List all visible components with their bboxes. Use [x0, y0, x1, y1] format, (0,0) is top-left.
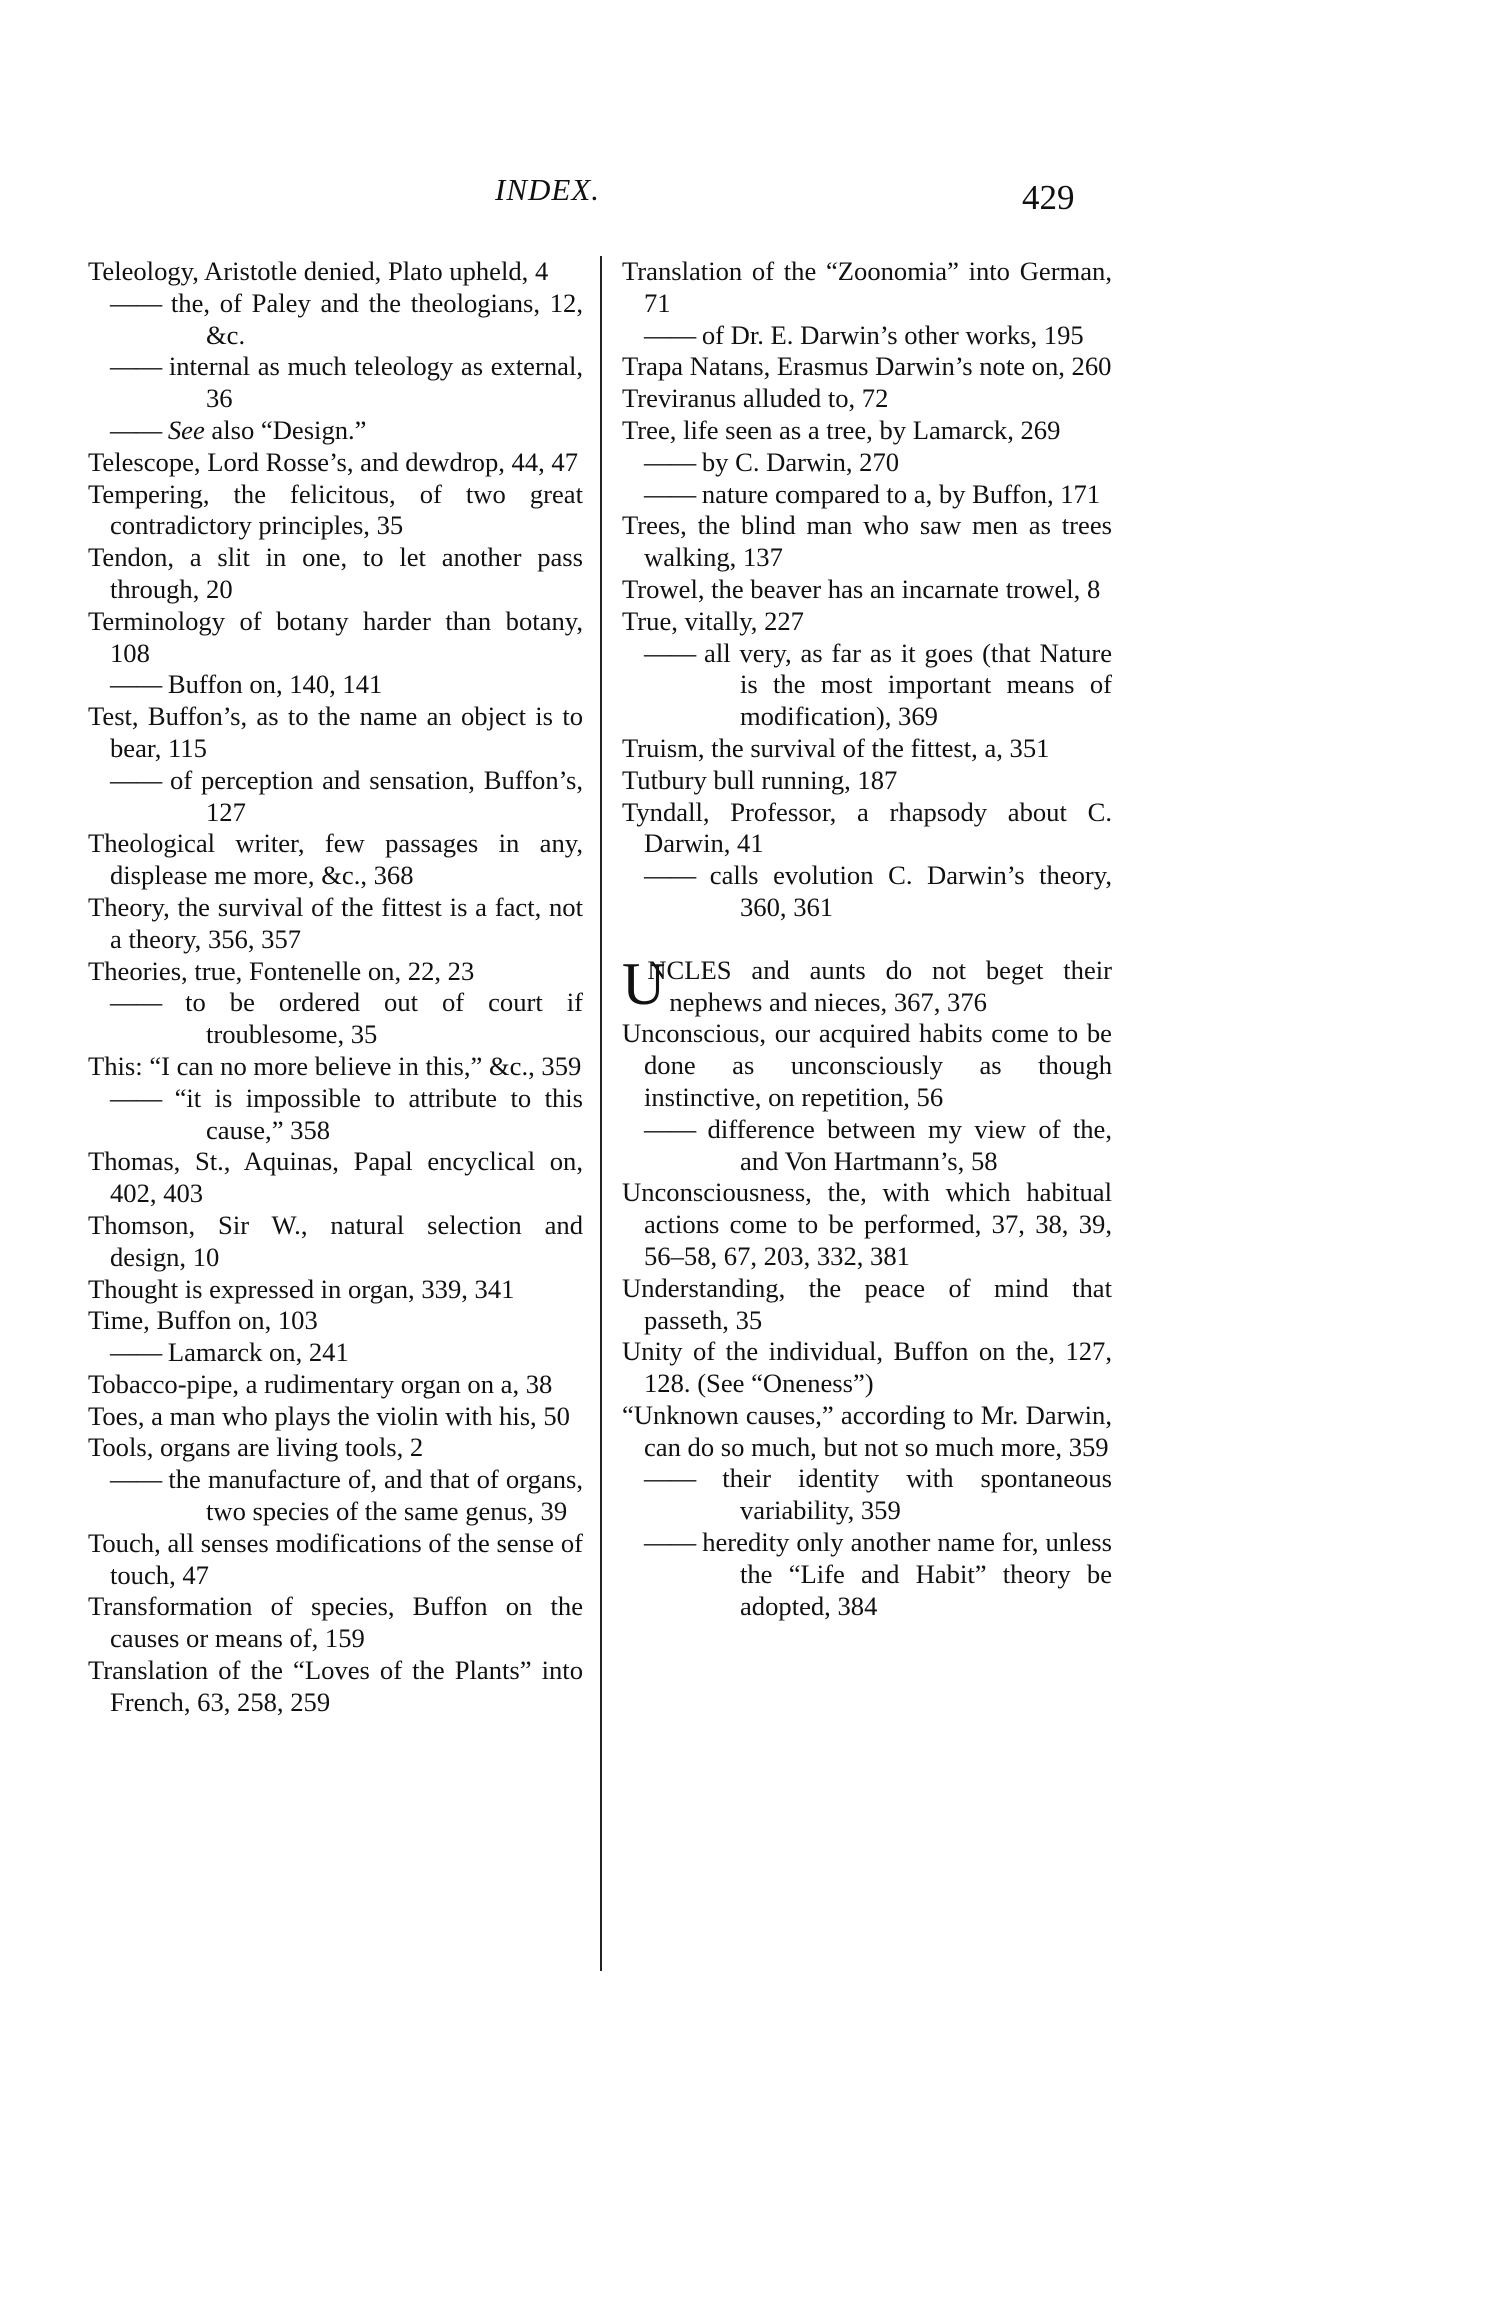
index-subentry [88, 669, 583, 701]
ditto-dash: —— [110, 1464, 162, 1495]
entry-text: Theories, true, Fontenelle on, 22, 23 [88, 955, 475, 986]
index-entry [88, 256, 583, 288]
entry-text: Trowel, the beaver has an incarnate trowel, 8 [622, 573, 1101, 604]
entry-text: Unconsciousness, the, with which habitual actions come to be performed, 37, 38, 39, 56–58, 67, 203, 332, 381 [622, 1177, 1112, 1271]
index-entry [622, 1177, 1112, 1272]
index-subentry [88, 987, 583, 1051]
index-entry [88, 542, 583, 606]
ditto-dash: —— [110, 287, 162, 318]
running-title: INDEX. [495, 172, 601, 207]
index-entry [88, 828, 583, 892]
index-entry [88, 1210, 583, 1274]
index-subentry [622, 860, 1112, 924]
index-entry [88, 1591, 583, 1655]
entry-text: Tree, life seen as a tree, by Lamarck, 269 [622, 414, 1061, 445]
running-head [0, 172, 1494, 217]
entry-text: Treviranus alluded to, 72 [622, 383, 889, 414]
entry-text: “Unknown causes,” according to Mr. Darwin, can do so much, but not so much more, 359 [622, 1399, 1112, 1462]
index-entry [622, 733, 1112, 765]
entry-text: Theory, the survival of the fittest is a fact, not a theory, 356, 357 [88, 891, 583, 954]
index-entry [88, 1146, 583, 1210]
index-entry [622, 574, 1112, 606]
index-subentry [88, 1337, 583, 1369]
index-entry [88, 606, 583, 670]
entry-text: heredity only another name for, unless the “Life and Habit” theory be adopted, 384 [702, 1527, 1112, 1621]
index-entry [88, 892, 583, 956]
entry-text: Lamarck on, 241 [167, 1337, 349, 1368]
index-entry [88, 447, 583, 479]
entry-text: the manufacture of, and that of organs, two species of the same genus, 39 [168, 1464, 583, 1527]
entry-text: internal as much teleology as external, 36 [168, 351, 583, 414]
entry-text: Tempering, the felicitous, of two great contradictory principles, 35 [88, 478, 583, 541]
entry-text: Tendon, a slit in one, to let another pass through, 20 [88, 542, 583, 604]
letter-section-break [622, 924, 1112, 955]
ditto-dash: —— [110, 987, 162, 1018]
index-entry [622, 1336, 1112, 1400]
entry-text: Trees, the blind man who saw men as trees walking, 137 [622, 510, 1112, 573]
index-entry [622, 1018, 1112, 1113]
index-entry [88, 1051, 583, 1083]
ditto-dash: —— [644, 446, 696, 477]
entry-text: NCLES and aunts do not beget their nephews and nieces, 367, 376 [647, 954, 1112, 1017]
ditto-dash: —— [110, 1082, 162, 1113]
index-subentry [88, 765, 583, 829]
entry-text: Tobacco-pipe, a rudimentary organ on a, 38 [88, 1368, 553, 1399]
index-entry [622, 510, 1112, 574]
ditto-dash: —— [644, 1463, 696, 1494]
ditto-dash: —— [110, 1337, 162, 1368]
entry-text: also “Design.” [211, 414, 367, 445]
entry-text: True, vitally, 227 [622, 605, 804, 636]
index-column-right [622, 256, 1112, 1622]
entry-text: by C. Darwin, 270 [701, 446, 900, 477]
entry-text: This: “I can no more believe in this,” &c., 359 [88, 1050, 582, 1081]
entry-text: their identity with spontaneous variability, 359 [722, 1463, 1112, 1526]
ditto-dash: —— [644, 860, 696, 891]
index-subentry [88, 351, 583, 415]
entry-text: Test, Buffon’s, as to the name an object is to bear, 115 [88, 701, 583, 763]
entry-text: Teleology, Aristotle denied, Plato upheld, 4 [88, 256, 549, 286]
column-divider [600, 256, 602, 1971]
entry-text: Translation of the “Loves of the Plants” into French, 63, 258, 259 [88, 1655, 583, 1717]
index-entry [88, 956, 583, 988]
entry-text: Tyndall, Professor, a rhapsody about C. Darwin, 41 [622, 796, 1112, 859]
entry-text: Thomson, Sir W., natural selection and design, 10 [88, 1209, 583, 1272]
entry-text: Thomas, St., Aquinas, Papal encyclical on, 402, 403 [88, 1146, 583, 1209]
entry-text: Theological writer, few passages in any, displease me more, &c., 368 [88, 828, 583, 891]
page-number: 429 [1022, 178, 1075, 217]
entry-text: Truism, the survival of the fittest, a, 351 [622, 732, 1050, 763]
ditto-dash: —— [110, 669, 162, 700]
entry-text: Terminology of botany harder than botany, 108 [88, 605, 583, 668]
entry-text: difference between my view of the, and Von Hartmann’s, 58 [707, 1113, 1112, 1176]
index-subentry [622, 1463, 1112, 1527]
entry-text: Trapa Natans, Erasmus Darwin’s note on, 260 [622, 351, 1112, 382]
ditto-dash: —— [110, 764, 162, 795]
entry-text: Tools, organs are living tools, 2 [88, 1432, 424, 1463]
entry-text: Translation of the “Zoonomia” into German, 71 [622, 256, 1112, 318]
ditto-dash: —— [110, 351, 162, 382]
index-subentry [622, 447, 1112, 479]
index-subentry [88, 288, 583, 352]
index-subentry [88, 415, 583, 447]
ditto-dash: —— [644, 1113, 696, 1144]
index-entry [622, 383, 1112, 415]
index-entry [88, 479, 583, 543]
entry-text: Telescope, Lord Rosse’s, and dewdrop, 44, 47 [88, 446, 579, 477]
index-entry [622, 1400, 1112, 1464]
ditto-dash: —— [110, 414, 162, 445]
ditto-dash: —— [644, 478, 696, 509]
index-subentry [88, 1464, 583, 1528]
index-subentry [622, 638, 1112, 733]
cross-reference-see: See [167, 414, 205, 445]
index-entry [622, 1273, 1112, 1337]
index-entry [88, 1432, 583, 1464]
drop-cap-initial: U [622, 950, 666, 1017]
index-entry [88, 1401, 583, 1433]
entry-text: calls evolution C. Darwin’s theory, 360, 361 [709, 860, 1112, 922]
index-entry [88, 701, 583, 765]
entry-text: nature compared to a, by Buffon, 171 [701, 478, 1101, 509]
index-entry [88, 1305, 583, 1337]
entry-text: Time, Buffon on, 103 [88, 1305, 318, 1336]
entry-text: of perception and sensation, Buffon’s, 127 [170, 764, 583, 827]
index-entry [622, 765, 1112, 797]
entry-text: Thought is expressed in organ, 339, 341 [88, 1273, 515, 1304]
index-entry [622, 351, 1112, 383]
ditto-dash: —— [644, 1527, 696, 1558]
index-subentry [622, 320, 1112, 352]
index-column-left [88, 256, 583, 1719]
index-subentry [88, 1083, 583, 1147]
index-subentry [622, 1114, 1112, 1178]
index-entry [88, 1274, 583, 1306]
entry-text: Tutbury bull running, 187 [622, 764, 898, 795]
entry-text: Understanding, the peace of mind that passeth, 35 [622, 1272, 1112, 1335]
index-entry [88, 1369, 583, 1401]
index-entry [88, 1528, 583, 1592]
entry-text: Touch, all senses modifications of the sense of touch, 47 [88, 1527, 583, 1590]
index-entry [622, 415, 1112, 447]
ditto-dash: —— [644, 637, 696, 668]
entry-text: all very, as far as it goes (that Nature is the most important means of modification), 369 [704, 637, 1113, 732]
entry-text: Transformation of species, Buffon on the causes or means of, 159 [88, 1591, 583, 1654]
entry-text: Toes, a man who plays the violin with his, 50 [88, 1400, 570, 1431]
entry-text: Unity of the individual, Buffon on the, 127, 128. (See “Oneness”) [622, 1336, 1112, 1399]
entry-text: Unconscious, our acquired habits come to be done as unconsciously as though instinctive, on repetition, 56 [622, 1018, 1112, 1112]
index-subentry [622, 1527, 1112, 1622]
entry-text: Buffon on, 140, 141 [167, 669, 383, 700]
entry-text: “it is impossible to attribute to this cause,” 358 [174, 1082, 583, 1145]
index-entry [622, 950, 1112, 1019]
index-entry [622, 256, 1112, 320]
index-entry [622, 606, 1112, 638]
entry-text: to be ordered out of court if troublesome, 35 [185, 987, 583, 1050]
index-entry [88, 1655, 583, 1719]
index-subentry [622, 479, 1112, 511]
index-entry [622, 797, 1112, 861]
ditto-dash: —— [644, 319, 696, 350]
entry-text: of Dr. E. Darwin’s other works, 195 [701, 319, 1084, 350]
entry-text: the, of Paley and the theologians, 12, &c. [170, 287, 583, 350]
